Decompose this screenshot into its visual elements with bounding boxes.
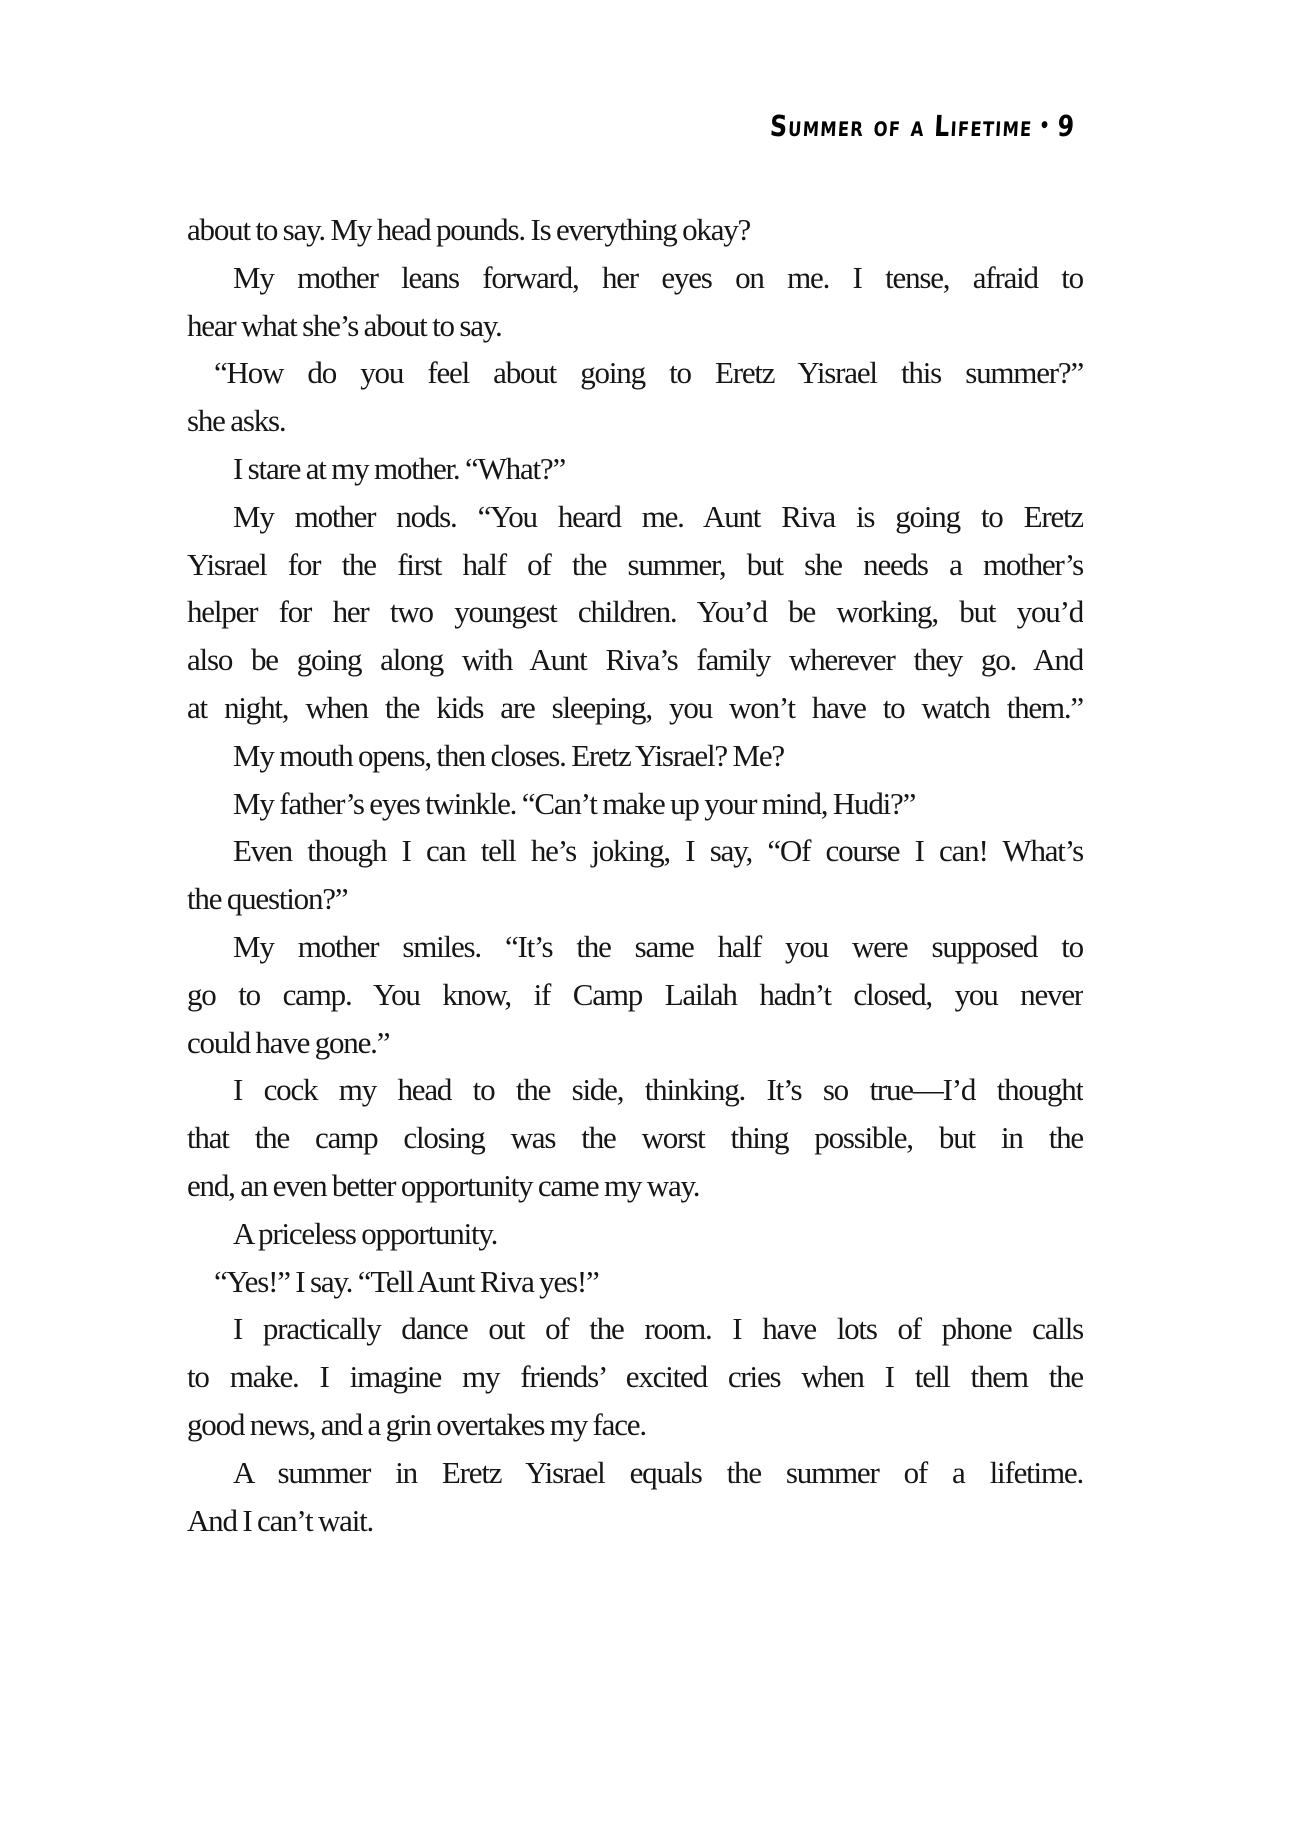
text-line: she asks. bbox=[187, 403, 286, 439]
text-line: at night, when the kids are sleeping, you won’t have to watch them.” bbox=[187, 689, 1083, 725]
page-number: 9 bbox=[1056, 109, 1076, 143]
text-line: A summer in Eretz Yisrael equals the summer of a lifetime. bbox=[233, 1454, 1083, 1490]
text-line: My mouth opens, then closes. Eretz Yisrael? Me? bbox=[233, 737, 784, 773]
text-block bbox=[187, 206, 1083, 1544]
text-line: I stare at my mother. “What?” bbox=[233, 450, 566, 486]
text-line: end, an even better opportunity came my way. bbox=[187, 1167, 700, 1203]
text-line: My mother smiles. “It’s the same half you were supposed to bbox=[233, 928, 1083, 964]
text-line: “Yes!” I say. “Tell Aunt Riva yes!” bbox=[214, 1263, 599, 1299]
text-line: also be going along with Aunt Riva’s family wherever they go. And bbox=[187, 642, 1083, 678]
text-line: helper for her two youngest children. You’d be working, but you’d bbox=[187, 594, 1083, 630]
text-line: And I can’t wait. bbox=[187, 1502, 374, 1538]
text-line: that the camp closing was the worst thing possible, but in the bbox=[187, 1120, 1083, 1156]
book-title: Summer of a Lifetime bbox=[768, 109, 1034, 143]
separator-dot-icon: • bbox=[1038, 113, 1052, 137]
text-line: Even though I can tell he’s joking, I say, “Of course I can! What’s bbox=[233, 833, 1083, 869]
running-header bbox=[769, 108, 1076, 144]
text-line: about to say. My head pounds. Is everything okay? bbox=[187, 212, 751, 247]
text-line: I practically dance out of the room. I have lots of phone calls bbox=[233, 1311, 1083, 1347]
text-line: I cock my head to the side, thinking. It’s so true—I’d thought bbox=[233, 1072, 1083, 1108]
text-line: good news, and a grin overtakes my face. bbox=[187, 1406, 646, 1442]
text-line: to make. I imagine my friends’ excited cries when I tell them the bbox=[187, 1359, 1083, 1395]
text-line: could have gone.” bbox=[187, 1024, 390, 1060]
text-line: My mother nods. “You heard me. Aunt Riva is going to Eretz bbox=[233, 498, 1083, 534]
text-line: “How do you feel about going to Eretz Yisrael this summer?” bbox=[214, 355, 1083, 391]
text-line: Yisrael for the first half of the summer, but she needs a mother’s bbox=[187, 546, 1083, 582]
text-line: hear what she’s about to say. bbox=[187, 307, 502, 343]
text-line: My father’s eyes twinkle. “Can’t make up your mind, Hudi?” bbox=[233, 785, 916, 821]
text-line: go to camp. You know, if Camp Lailah hadn’t closed, you never bbox=[187, 976, 1083, 1012]
text-line: A priceless opportunity. bbox=[233, 1215, 498, 1251]
text-line: My mother leans forward, her eyes on me. I tense, afraid to bbox=[233, 259, 1083, 295]
text-line: the question?” bbox=[187, 881, 348, 917]
